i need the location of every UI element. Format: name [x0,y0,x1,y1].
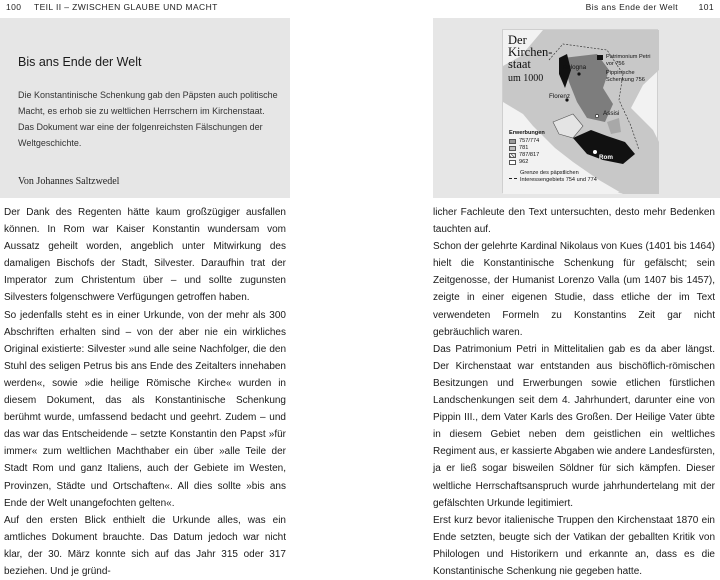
legend-patrimonium-swatch [597,55,603,60]
map-city-bologna: Bologna [563,64,587,71]
legend-pippin-swatch [597,71,603,76]
map-marker-bologna [577,72,580,75]
map-marker-rom [593,150,597,154]
map-city-rom: Rom [599,154,613,161]
map-title-line1: Der [508,33,527,47]
right-paragraph-2: Schon der gelehrte Kardinal Nikolaus von Kues (1401 bis 1464) hielt die Konstantinische Schenkung für gefälscht; sein Zeitgenosse, der Humanist Lorenzo Valla (um 1407 bis 1457), zeigte in einer eigenen Studie, dass etliche der im Text verwendeten Formeln zu Konstantins Zeit gar nicht gebräuchlich waren. [433,241,715,338]
legend-acq-3-swatch [509,160,516,165]
map-title-line2: Kirchen- [508,45,553,59]
left-running-head: TEIL II – ZWISCHEN GLAUBE UND MACHT [34,2,218,12]
legend-patrimonium-label: Patrimonium Petri vor 756 [606,54,651,67]
right-page-number: 101 [698,2,714,12]
map-city-florenz: Florenz [549,93,570,100]
left-paragraph-2: So jedenfalls steht es in einer Urkunde, von der mehr als 300 Abschriften erhalten sind – von der aber nie ein wirkliches Original existierte: Silvester »und alle seine Nachfolger, die den Stuhl des seligen Petrus bis ans Ende des Zeitalters innehaben werden«, sowie »die heilige Römische Kirche« wurden in diesem Dokument, das als Konstantinische Schenkung berühmt wurde, umfassend bedacht und geehrt. Zudem – und das war das Entscheidende – setzte Konstantin den Papst »für immer« zum weltlichen Machthaber ein über »alle Teile der Stadt Rom und ganz Italiens, auch der Gebiete im Westen, Provinzen, Städte und Ortschaften«. All dies sollte »bis ans Ende der Welt unangefochten gelten«. [4,309,286,509]
legend-border-swatch [509,178,517,179]
right-paragraph-4: Erst kurz bevor italienische Truppen den Kirchenstaat 1870 ein Ende setzten, beugte sich der Vatikan der geballten Kritik von Philologen und Historikern und erkannte an, dass es die Konstantinische Schenkung nie gegeben hatte. [433,514,715,577]
legend-acq-0-swatch [509,139,516,144]
legend-border-label: Grenze des päpstlichen Interessengebiets 754 und 774 [520,170,597,183]
right-paragraph-3: Das Patrimonium Petri in Mittelitalien gab es da aber längst. Der Kirchenstaat war entstanden aus bischöflich-römischen Besitzungen und Erwerbungen sowie etlichen fürstlichen Landschenkungen seit dem 4. Jahrhundert, darunter eine von Pippin III., dem Vater Karls des Großen. Der Heilige Vater übte in diesem Gebiet neben dem geistlichen ein weltliches Regiment aus, er kassierte Abgaben wie andere Landesfürsten, ja er ließ sogar bisweilen Söldner für sich kämpfen. Dieser weltliche Herrschaftsanspruch wurde jahrhundertelang mit der gefälschten Urkunde legitimiert. [433,343,715,509]
map-marker-assisi [595,114,598,117]
legend-acq-1-label: 781 [519,145,529,151]
right-running-head: Bis ans Ende der Welt [585,2,678,12]
right-paragraph-1: licher Fachleute den Text untersuchten, desto mehr Bedenken tauchten auf. [433,207,715,236]
left-paragraph-3: Auf den ersten Blick enthielt die Urkunde alles, was ein amtliches Dokument brauchte. Das Datum jedoch war nicht klar, der 30. März konnte sich auf das Jahr 315 oder 317 beziehen. Und je gründ- [4,514,286,577]
map-city-assisi: Assisi [603,110,620,117]
map-title-line3: staat [508,57,531,71]
legend-acq-0-label: 757/774 [519,138,540,144]
legend-border-note [509,170,609,183]
legend-acq-3 [509,159,528,165]
legend-patrimonium [597,54,658,67]
legend-pippin [597,70,658,83]
legend-acq-2-label: 787/817 [519,152,540,158]
legend-acq-1-swatch [509,146,516,151]
article-title: Bis ans Ende der Welt [18,55,142,69]
map-subtitle: um 1000 [508,73,544,84]
left-text-column [4,204,286,580]
article-lead: Die Konstantinische Schenkung gab den Päpsten auch politische Macht, es erhob sie zu weltlichen Herrschern im Kirchenstaat. Das Dokument war eine der folgenreichsten Fälschungen der Weltgeschichte. [18,90,278,148]
article-author: Von Johannes Saltzwedel [18,176,120,187]
legend-acq-0 [509,138,539,144]
legend-acq-2 [509,152,539,158]
left-paragraph-1: Der Dank des Regenten hätte kaum großzügiger ausfallen können. In Rom war Kaiser Konstantin wundersam vom Aussatz geheilt worden, angeblich unter Mitwirkung des damaligen Bischofs der Stadt, Silvester. Daraufhin trat der Imperator zum Christentum über – und sollte zugunsten Silvesters folgenschwere Verfügungen getroffen haben. [4,207,286,304]
legend-pippin-label: Pippinische Schenkung 756 [606,70,645,83]
legend-acq-2-swatch [509,153,516,158]
legend-acq-1 [509,145,528,151]
legend-acquisitions-title: Erwerbungen [509,130,545,136]
right-text-column [433,204,715,580]
legend-acq-3-label: 962 [519,159,529,165]
left-page-number: 100 [6,2,22,12]
papal-states-map [502,29,658,193]
